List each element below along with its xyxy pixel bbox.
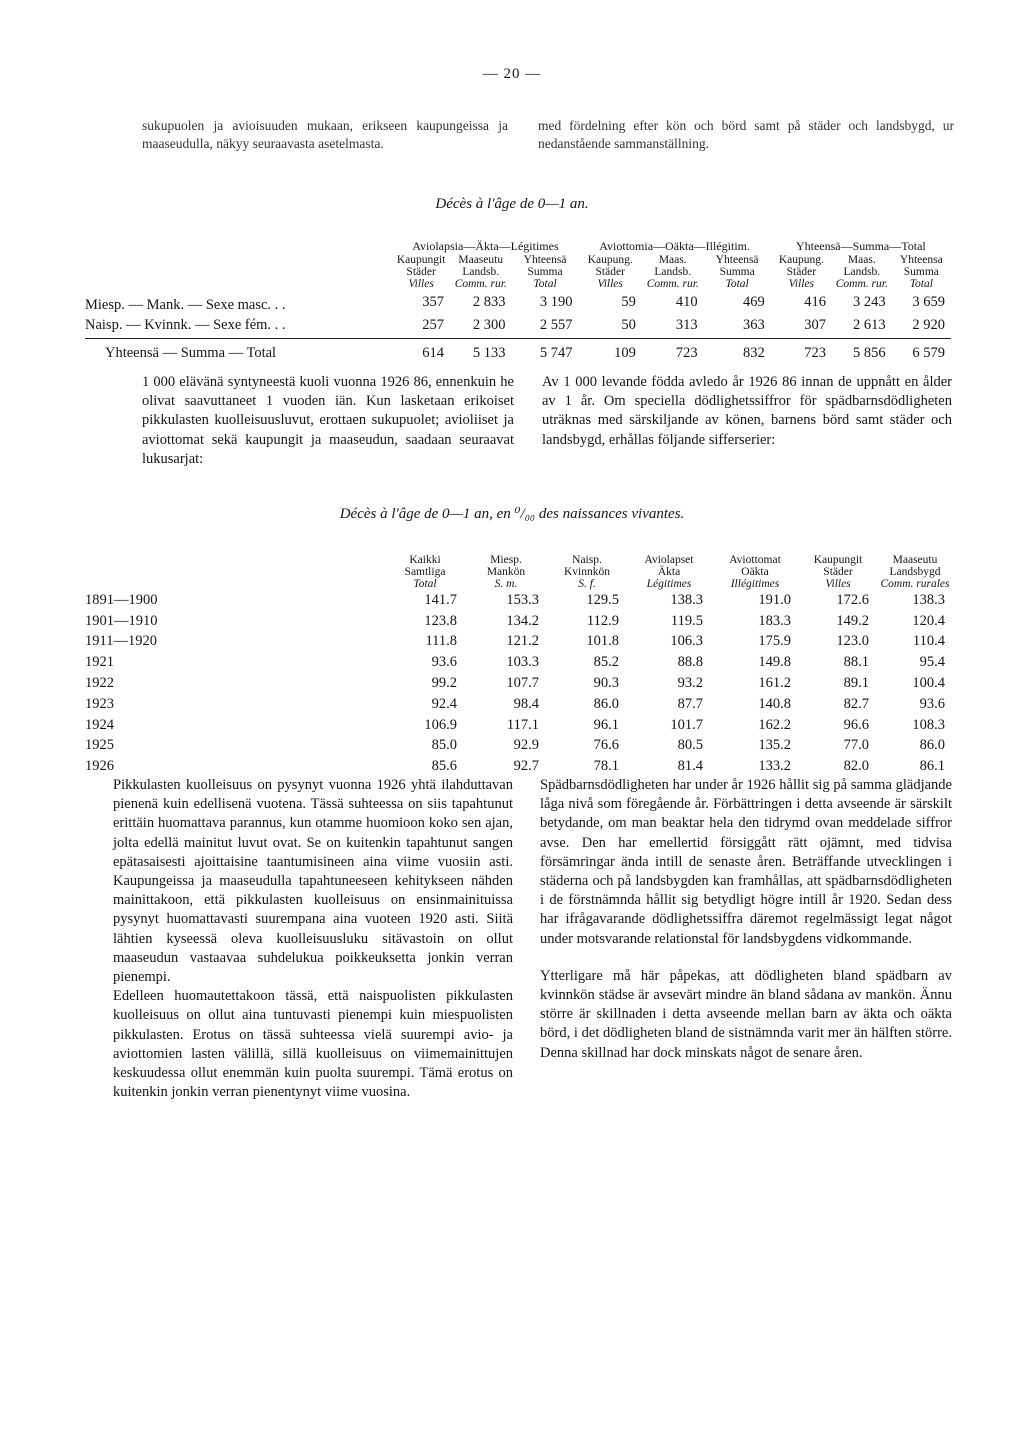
row-label: 1925: [85, 737, 114, 754]
table-cell: 59: [621, 293, 636, 310]
table-row: [85, 611, 953, 632]
table-cell: 149.8: [758, 654, 791, 671]
row-label: 1926: [85, 758, 114, 775]
table2-header-row: [85, 530, 953, 590]
table-cell: 101.8: [586, 633, 619, 650]
table-cell: 50: [621, 317, 636, 334]
table-cell: 138.3: [912, 591, 945, 608]
mid-swedish-paragraph: Av 1 000 levande födda avledo år 1926 86 innan de uppnått en ålder av 1 år. Om speciella dödlighetssiffror för spädbarnsdödligheten uträknas med särskiljande av könen, barnens börd samt städer och landsbygd, erhållas följande sifferserier:: [542, 374, 952, 448]
table-cell: 149.2: [836, 612, 869, 629]
table-cell: 2 300: [472, 317, 506, 334]
table-cell: 5 747: [512, 338, 579, 368]
row-label: Miesp. — Mank. — Sexe masc. . .: [85, 296, 286, 313]
table-cell: 96.1: [593, 716, 619, 733]
table-cell: 106.3: [670, 633, 703, 650]
table-cell: 98.4: [513, 695, 539, 712]
table-cell: 86.0: [593, 695, 619, 712]
body-swedish-paragraph: Spädbarnsdödligheten har under år 1926 hållit sig på samma glädjande låga nivå som föregående år. Förbättringen i detta avseende är särskilt betydande, om man beaktar hela den tidrymd ovan meddelade siffror avse. Den har emellertid försiggått rätt ojämnt, med tidvisa försämringar ända intill de senaste åren. Beträffande utvecklingen i städerna och på landsbygden kan framhållas, att spädbarnsdödligheten i de förstnämnda hållit sig betydligt högre intill år 1920. Sedan dess har ifrågavarande dödlighetssiffra däremot regelmässigt legat något under motsvarande relationstal för landsbygdens vidkommande.: [540, 777, 952, 947]
table-cell: 121.2: [506, 633, 539, 650]
table-cell: 133.2: [758, 758, 791, 775]
table-cell: 76.6: [593, 737, 619, 754]
group-header-legitimate: Aviolapsia—Äkta—Légitimes: [412, 239, 559, 253]
table2-caption: Décès à l'âge de 0—1 an, en ⁰/₀₀ des naissances vivantes.: [339, 506, 685, 522]
row-label: Naisp. — Kvinnk. — Sexe fém. . .: [85, 317, 286, 334]
infant-mortality-rate-table: [85, 530, 953, 777]
column-header: Yhteensä Summa Total: [715, 254, 759, 290]
table-cell: 85.0: [431, 737, 457, 754]
table-row: [85, 290, 951, 314]
table-cell: 134.2: [506, 612, 539, 629]
column-header: Maaseutu Landsbygd Comm. rurales: [880, 554, 950, 590]
table-cell: 357: [422, 293, 444, 310]
table-cell: 85.6: [431, 758, 457, 775]
column-header: Aviolapset Äkta Légitimes: [644, 554, 694, 590]
table-cell: 86.1: [919, 758, 945, 775]
table-cell: 107.7: [506, 675, 539, 692]
row-label: 1923: [85, 695, 114, 712]
table-cell: 88.1: [843, 654, 869, 671]
table-cell: 416: [804, 293, 826, 310]
column-header: Kaupungit Städer Villes: [396, 254, 446, 290]
table-cell: 2 833: [472, 293, 506, 310]
row-label: 1891—1900: [85, 591, 158, 608]
table-cell: 108.3: [912, 716, 945, 733]
infant-deaths-table: [85, 239, 951, 368]
column-header: Kaupungit Städer Villes: [813, 554, 863, 590]
table-cell: 469: [742, 293, 765, 310]
body-swedish-paragraph: Ytterligare må här påpekas, att dödligheten bland spädbarn av kvinnkön städse är avsevärt mindre än bland sådana av mankön. Ännu större är skillnaden i detta avseende mellan barn av äkta och oäkta börd, i det dödligheten bland de sistnämnda varit mer än hälften större. Denna skillnad har dock minskats något de senare åren.: [540, 967, 952, 1061]
table-cell: 96.6: [843, 716, 869, 733]
table1-caption: Décès à l'âge de 0—1 an.: [435, 196, 589, 212]
table-cell: 86.0: [919, 737, 945, 754]
table-cell: 141.7: [424, 591, 457, 608]
table-cell: 89.1: [843, 675, 869, 692]
table1-column-header-row: [85, 254, 951, 290]
table-cell: 723: [771, 338, 832, 368]
table-cell: 175.9: [758, 633, 791, 650]
table-cell: 92.7: [513, 758, 539, 775]
table-cell: 81.4: [677, 758, 703, 775]
group-header-illegitimate: Aviottomia—Oäkta—Illégitim.: [599, 239, 750, 253]
table-cell: 93.6: [919, 695, 945, 712]
table-cell: 2 557: [539, 317, 573, 334]
table-cell: 832: [704, 338, 771, 368]
table-cell: 78.1: [593, 758, 619, 775]
table-row: [85, 590, 953, 611]
table-cell: 183.3: [758, 612, 791, 629]
table-cell: 106.9: [424, 716, 457, 733]
column-header: Naisp. Kvinnkön S. f.: [564, 554, 610, 590]
table-row: [85, 736, 953, 757]
table-cell: 112.9: [586, 612, 619, 629]
table-cell: 123.8: [424, 612, 457, 629]
body-finnish-paragraph: Edelleen huomautettakoon tässä, että naispuolisten pikkulasten kuolleisuus on ollut aina tuntuvasti pienempi kuin miespuolisten pikkulasten. Erotus on tässä suhteessa vielä suurempi avio- ja aviottomien lasten välillä, sillä kuolleisuus on viimemainittujen keskuudessa ollut enemmän kuin puolta suurempi. Tämä erotus on kuitenkin jonkin verran pienentynyt viime vuosina.: [113, 988, 513, 1101]
table-cell: 80.5: [677, 737, 703, 754]
table-cell: 723: [642, 338, 704, 368]
table-cell: 410: [675, 293, 698, 310]
table-cell: 90.3: [593, 675, 619, 692]
table-cell: 363: [742, 317, 765, 334]
table-cell: 103.3: [506, 654, 539, 671]
table-cell: 161.2: [758, 675, 791, 692]
intro-finnish: sukupuolen ja avioisuuden mukaan, erikseen kaupungeissa ja maaseudulla, näkyy seuraavasta asetelmasta.: [142, 118, 508, 151]
row-label: Yhteensä — Summa — Total: [85, 338, 392, 368]
body-finnish-paragraph: Pikkulasten kuolleisuus on pysynyt vuonna 1926 yhtä ilahduttavan pienenä kuin edellisenä vuotena. Tässä suhteessa on siis tapahtunut erittäin huomattava parannus, kun otamme huomioon koko sen ajan, jolta edellä mainitut luvut ovat. Se on kuitenkin tapahtunut sangen epätasaisesti ajoittaisine taantumisineen aina viime vuosiin asti. Kaupungeissa ja maaseudulla tapahtuneeseen kehitykseen nähden mainittakoon, että pikkulasten kuolleisuus on ensinmainituissa pysynyt huomattavasti suurempana aina vuoteen 1920 asti. Siitä lähtien kyseessä oleva kuolleisuusluku sitävastoin on ollut maaseudun vastaavaa suhdelukua poikkeuksetta jonkin verran pienempi.: [113, 777, 513, 986]
table-cell: 3 190: [539, 293, 573, 310]
column-header: Maas. Landsb. Comm. rur.: [646, 254, 699, 290]
row-label: 1921: [85, 654, 114, 671]
column-header: Kaikki Samtliga Total: [404, 554, 446, 590]
table-cell: 614: [392, 338, 450, 368]
table-cell: 138.3: [670, 591, 703, 608]
table-cell: 307: [804, 317, 826, 334]
table-cell: 140.8: [758, 695, 791, 712]
table-cell: 3 243: [853, 293, 886, 310]
table-cell: 93.6: [431, 654, 457, 671]
row-label: 1911—1920: [85, 633, 157, 650]
row-label: 1924: [85, 716, 114, 733]
column-header: Yhteensa Summa Total: [899, 254, 943, 290]
table2-body: [85, 590, 953, 777]
mid-finnish-paragraph: 1 000 elävänä syntyneestä kuoli vuonna 1926 86, ennenkuin he olivat saavuttaneet 1 vuoden iän. Kun lasketaan erikoiset pikkulasten kuolleisuusluvut, erottaen sukupuolet; avioliiset ja aviottomat sekä kaupungit ja maaseudun, saadaan seuraavat lukusarjat:: [142, 374, 514, 467]
body-swedish-column: [540, 776, 952, 1080]
column-header: Yhteensä Summa Total: [523, 254, 567, 290]
column-header: Aviottomat Oäkta Illégitimes: [729, 554, 781, 590]
table-cell: 313: [675, 317, 698, 334]
table-total-row: [85, 338, 951, 368]
table-cell: 92.9: [513, 737, 539, 754]
table-cell: 85.2: [593, 654, 619, 671]
table-row: [85, 632, 953, 653]
table-cell: 92.4: [431, 695, 457, 712]
group-header-total: Yhteensä—Summa—Total: [795, 239, 926, 253]
table-cell: 5 133: [450, 338, 512, 368]
table-cell: 6 579: [892, 338, 951, 368]
table-cell: 95.4: [919, 654, 945, 671]
table-row: [85, 314, 951, 338]
table-cell: 123.0: [836, 633, 869, 650]
table-cell: 77.0: [843, 737, 869, 754]
intro-swedish: med fördelning efter kön och börd samt på städer och landsbygd, ur nedanstående sammanställning.: [538, 118, 954, 151]
table-cell: 135.2: [758, 737, 791, 754]
table-cell: 100.4: [912, 675, 945, 692]
row-label: 1922: [85, 675, 114, 692]
table-cell: 3 659: [912, 293, 945, 310]
table-cell: 99.2: [431, 675, 457, 692]
column-header: Kaupung. Städer Villes: [778, 254, 824, 290]
row-label: 1901—1910: [85, 612, 158, 629]
table-cell: 5 856: [832, 338, 892, 368]
table-row: [85, 756, 953, 777]
table-cell: 2 613: [853, 317, 886, 334]
table1-group-header-row: [85, 239, 951, 254]
table-cell: 153.3: [506, 591, 539, 608]
table-cell: 93.2: [677, 675, 703, 692]
table-cell: 109: [579, 338, 642, 368]
column-header: Maas. Landsb. Comm. rur.: [835, 254, 888, 290]
table-cell: 101.7: [670, 716, 703, 733]
table-cell: 110.4: [912, 633, 945, 650]
table-row: [85, 715, 953, 736]
table-row: [85, 694, 953, 715]
column-header: Miesp. Mankön S. m.: [486, 554, 526, 590]
table-cell: 162.2: [758, 716, 791, 733]
page-number: — 20 —: [482, 66, 542, 82]
column-header: Kaupung. Städer Villes: [587, 254, 633, 290]
table-cell: 88.8: [677, 654, 703, 671]
column-header: Maaseutu Landsb. Comm. rur.: [454, 254, 507, 290]
table-cell: 117.1: [506, 716, 539, 733]
table-cell: 2 920: [912, 317, 945, 334]
body-finnish-column: [113, 776, 513, 1119]
table-cell: 172.6: [836, 591, 869, 608]
table-cell: 82.0: [843, 758, 869, 775]
table-row: [85, 673, 953, 694]
table-cell: 120.4: [912, 612, 945, 629]
table-cell: 87.7: [677, 695, 703, 712]
table-cell: 119.5: [670, 612, 703, 629]
table-row: [85, 652, 953, 673]
table-cell: 191.0: [758, 591, 791, 608]
table-cell: 129.5: [586, 591, 619, 608]
table-cell: 82.7: [843, 695, 869, 712]
table-cell: 111.8: [425, 633, 457, 650]
table-cell: 257: [422, 317, 444, 334]
